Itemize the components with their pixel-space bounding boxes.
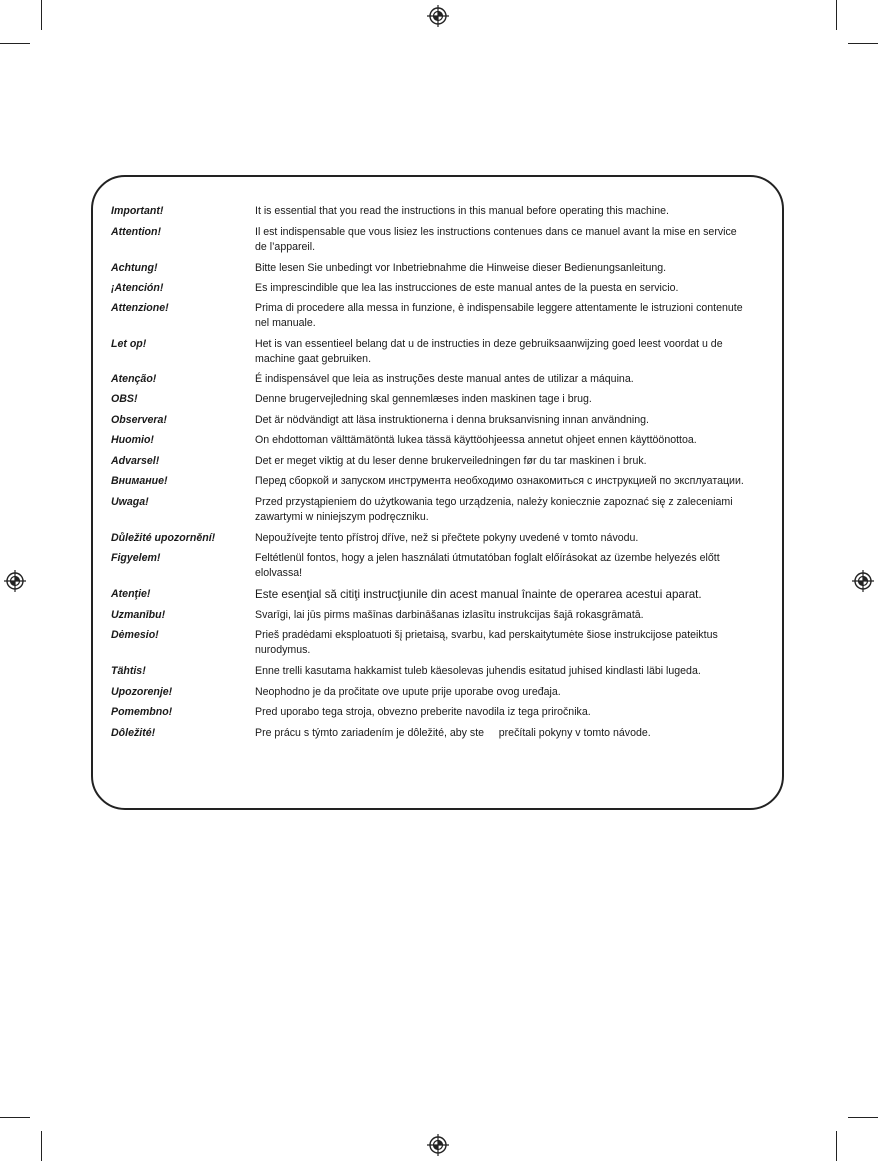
- warning-text: It is essential that you read the instructions in this manual before operating this machine.: [255, 205, 669, 217]
- warning-text: Pre prácu s týmto zariadením je dôležité, aby ste prečítali pokyny v tomto návode.: [255, 727, 651, 739]
- warning-text: Este esenţial să citiţi instrucţiunile din acest manual înainte de operarea acestui aparat.: [255, 588, 702, 601]
- warning-label: Atenţie!: [111, 588, 151, 600]
- warning-text: Nepoužívejte tento přístroj dříve, než si přečtete pokyny uvedené v tomto návodu.: [255, 532, 639, 544]
- warning-text: Przed przystąpieniem do użytkowania tego urządzenia, należy koniecznie zapoznać się z zaleceniami zawartymi w niniejszym podręczniku.: [255, 496, 733, 523]
- warning-label: Figyelem!: [111, 552, 161, 564]
- crop-mark-top-left-v: [41, 0, 42, 30]
- warning-text: Bitte lesen Sie unbedingt vor Inbetriebnahme die Hinweise dieser Bedienungsanleitung.: [255, 262, 667, 274]
- registration-mark-right-icon: [852, 570, 874, 592]
- warning-label: Внимание!: [111, 475, 168, 487]
- warning-text: Prieš pradėdami eksploatuoti šį prietaisą, svarbu, kad perskaitytumėte šiose instrukcijose pateiktus nurodymus.: [255, 629, 718, 656]
- warning-text: Feltétlenül fontos, hogy a jelen használati útmutatóban foglalt előírásokat az üzembe helyezés előtt elolvassa!: [255, 552, 720, 579]
- warning-text: Denne brugervejledning skal gennemlæses inden maskinen tage i brug.: [255, 393, 592, 405]
- warning-text: Het is van essentieel belang dat u de instructies in deze gebruiksaanwijzing goed leest voordat u de machine gaat gebruiken.: [255, 338, 723, 365]
- warning-label: Dėmesio!: [111, 629, 159, 641]
- warning-label: Atenção!: [111, 373, 157, 385]
- warning-label: Uzmanību!: [111, 609, 166, 621]
- warning-label: Huomio!: [111, 434, 154, 446]
- warning-text: Pred uporabo tega stroja, obvezno preberite navodila iz tega priročnika.: [255, 706, 591, 718]
- warning-label: Important!: [111, 205, 164, 217]
- registration-mark-left-icon: [4, 570, 26, 592]
- warning-text: É indispensável que leia as instruções deste manual antes de utilizar a máquina.: [255, 373, 634, 385]
- warning-label: Upozorenje!: [111, 686, 173, 698]
- warning-text: Перед сборкой и запуском инструмента необходимо ознакомиться с инструкцией по эксплуатации.: [255, 475, 744, 487]
- crop-mark-bottom-left-h: [0, 1117, 30, 1118]
- warning-label: Observera!: [111, 414, 167, 426]
- crop-mark-top-left-h: [0, 43, 30, 44]
- warning-text: Det är nödvändigt att läsa instruktionerna i denna bruksanvisning innan användning.: [255, 414, 649, 426]
- warning-label: Attention!: [111, 226, 162, 238]
- warning-panel: [91, 175, 784, 810]
- warning-text: Prima di procedere alla messa in funzione, è indispensabile leggere attentamente le istruzioni contenute nel manuale.: [255, 302, 743, 329]
- warning-label: Dôležité!: [111, 727, 156, 739]
- warning-text: Enne trelli kasutama hakkamist tuleb käesolevas juhendis esitatud juhised kindlasti läbi lugeda.: [255, 665, 701, 677]
- warning-text: Il est indispensable que vous lisiez les instructions contenues dans ce manuel avant la mise en service de l’appareil.: [255, 226, 737, 253]
- warning-label: Advarsel!: [111, 455, 160, 467]
- crop-mark-bottom-left-v: [41, 1131, 42, 1161]
- warning-text: Det er meget viktig at du leser denne brukerveiledningen før du tar maskinen i bruk.: [255, 455, 647, 467]
- warning-text: Es imprescindible que lea las instrucciones de este manual antes de la puesta en servicio.: [255, 282, 679, 294]
- warning-label: ¡Atención!: [111, 282, 164, 294]
- warning-label: Let op!: [111, 338, 147, 350]
- warning-text: Neophodno je da pročitate ove upute prije uporabe ovog uređaja.: [255, 686, 561, 698]
- warning-text: On ehdottoman välttämätöntä lukea tässä käyttöohjeessa annetut ohjeet ennen käyttöönottoa.: [255, 434, 697, 446]
- warning-label: Pomembno!: [111, 706, 173, 718]
- warning-label: Attenzione!: [111, 302, 169, 314]
- crop-mark-bottom-right-v: [836, 1131, 837, 1161]
- warning-label: Uwaga!: [111, 496, 149, 508]
- registration-mark-top-icon: [427, 5, 449, 27]
- registration-mark-bottom-icon: [427, 1134, 449, 1156]
- crop-mark-top-right-v: [836, 0, 837, 30]
- warning-label: Tähtis!: [111, 665, 146, 677]
- warning-label: Důležité upozornění!: [111, 532, 216, 544]
- warning-text: Svarīgi, lai jūs pirms mašīnas darbināšanas izlasītu instrukcijas šajā rokasgrāmatā.: [255, 609, 644, 621]
- crop-mark-bottom-right-h: [848, 1117, 878, 1118]
- crop-mark-top-right-h: [848, 43, 878, 44]
- warning-label: OBS!: [111, 393, 138, 405]
- warning-label: Achtung!: [111, 262, 158, 274]
